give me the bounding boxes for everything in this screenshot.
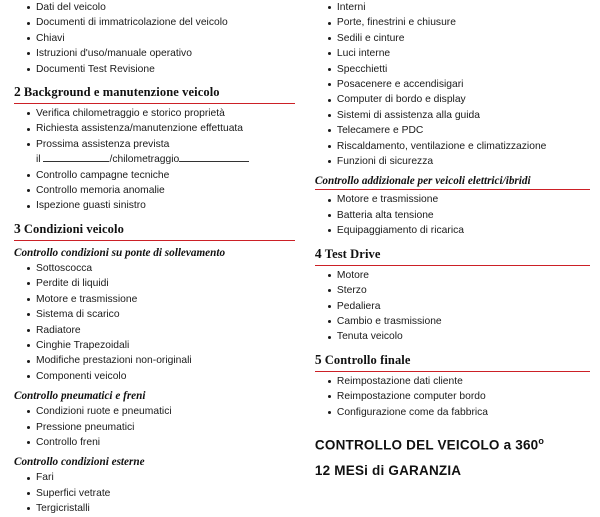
interior-list	[315, 0, 590, 169]
list-item: Sistemi di assistenza alla guida	[328, 108, 590, 123]
section-divider	[315, 189, 590, 190]
subsection-heading-tyres-brakes: Controllo pneumatici e freni	[14, 390, 146, 403]
list-item: Equipaggiamento di ricarica	[328, 223, 590, 238]
closing-line-2	[315, 463, 590, 478]
subsection-heading-exterior: Controllo condizioni esterne	[14, 456, 145, 469]
section-heading-3	[14, 221, 295, 237]
section-heading-5	[315, 352, 590, 368]
test-drive-list	[315, 268, 590, 345]
section-divider	[14, 103, 295, 104]
list-item: Pedaliera	[328, 299, 590, 314]
closing-number: 360	[515, 437, 539, 453]
section-divider	[315, 371, 590, 372]
list-item: Motore e trasmissione	[328, 192, 590, 207]
list-item: Luci interne	[328, 46, 590, 61]
warranty-text: di GARANZIA	[368, 463, 462, 479]
section-divider	[315, 265, 590, 266]
list-item: Pressione pneumatici	[27, 420, 295, 435]
list-item: Sedili e cinture	[328, 31, 590, 46]
list-item: Motore	[328, 268, 590, 283]
list-item-label: Prossima assistenza prevista	[36, 138, 170, 150]
list-item: Sistema di scarico	[27, 307, 295, 322]
closing-mid-text: DEL VEICOLO a	[402, 437, 516, 453]
list-item: Controllo memoria anomalie	[27, 183, 295, 198]
list-item: Superfici vetrate	[27, 486, 295, 501]
section-heading-2	[14, 84, 295, 100]
final-check-list	[315, 374, 590, 420]
section-title: Background e manutenzione veicolo	[23, 85, 220, 100]
list-item: Reimpostazione dati cliente	[328, 374, 590, 389]
list-item: Tenuta veicolo	[328, 329, 590, 344]
list-item: Radiatore	[27, 323, 295, 338]
list-item: Modifiche prestazioni non-originali	[27, 353, 295, 368]
list-item: Dati del veicolo	[27, 0, 295, 15]
list-item: Controllo freni	[27, 435, 295, 450]
list-item: Posacenere e accendisigari	[328, 77, 590, 92]
list-item: Telecamere e PDC	[328, 123, 590, 138]
list-item: Controllo campagne tecniche	[27, 168, 295, 183]
list-item: Configurazione come da fabbrica	[328, 405, 590, 420]
list-item: Specchietti	[328, 62, 590, 77]
fill-middle: /chilometraggio	[109, 154, 180, 166]
electric-list	[315, 192, 590, 238]
list-item: Porte, finestrini e chiusure	[328, 15, 590, 30]
list-item: Cambio e trasmissione	[328, 314, 590, 329]
section-title: Test Drive	[324, 246, 381, 261]
closing-bold-word: CONTROLLO	[314, 437, 403, 453]
section-number: 4	[314, 245, 322, 261]
left-top-list	[14, 0, 295, 77]
list-item: Richiesta assistenza/manutenzione effettuata	[27, 121, 295, 136]
section-divider	[14, 240, 295, 241]
list-item: Sottoscocca	[27, 261, 295, 276]
section-title: Controllo finale	[324, 352, 411, 367]
section-number: 5	[314, 351, 322, 367]
list-item: Condizioni ruote e pneumatici	[27, 404, 295, 419]
tyres-brakes-list	[14, 404, 295, 450]
list-item: Computer di bordo e display	[328, 92, 590, 107]
section-title: Condizioni veicolo	[23, 221, 124, 236]
list-item: Tergicristalli	[27, 501, 295, 516]
list-item: Sterzo	[328, 283, 590, 298]
warranty-months: 12 MESi	[314, 463, 369, 479]
subsection-heading-electric: Controllo addizionale per veicoli elettrici/ibridi	[314, 175, 531, 188]
list-item: Cinghie Trapezoidali	[27, 338, 295, 353]
list-item: Fari	[27, 470, 295, 485]
list-item: Interni	[328, 0, 590, 15]
subsection-heading-lift: Controllo condizioni su ponte di sollevamento	[14, 246, 226, 259]
list-item-with-fill	[27, 137, 295, 168]
list-item: Funzioni di sicurezza	[328, 154, 590, 169]
fill-prefix: il	[36, 154, 41, 166]
fill-blank-date[interactable]	[43, 152, 109, 162]
list-item: Documenti di immatricolazione del veicolo	[27, 15, 295, 30]
list-item: Documenti Test Revisione	[27, 62, 295, 77]
section-heading-4	[315, 246, 590, 262]
list-item: Ispezione guasti sinistro	[27, 198, 295, 213]
section-number: 3	[14, 220, 21, 236]
list-item: Istruzioni d'uso/manuale operativo	[27, 46, 295, 61]
lift-inspection-list	[14, 261, 295, 384]
list-item: Componenti veicolo	[27, 369, 295, 384]
list-item: Verifica chilometraggio e storico proprietà	[27, 106, 295, 121]
section-number: 2	[14, 84, 21, 100]
section2-list	[14, 106, 295, 214]
list-item: Chiavi	[27, 31, 295, 46]
degree-symbol: o	[538, 435, 545, 446]
list-item: Perdite di liquidi	[27, 276, 295, 291]
exterior-list	[14, 470, 295, 516]
list-item: Motore e trasmissione	[27, 292, 295, 307]
fill-blank-km[interactable]	[179, 152, 249, 162]
list-item: Reimpostazione computer bordo	[328, 389, 590, 404]
right-column	[309, 0, 590, 479]
list-item: Batteria alta tensione	[328, 208, 590, 223]
list-item: Riscaldamento, ventilazione e climatizzazione	[328, 139, 590, 154]
left-column	[14, 0, 295, 515]
